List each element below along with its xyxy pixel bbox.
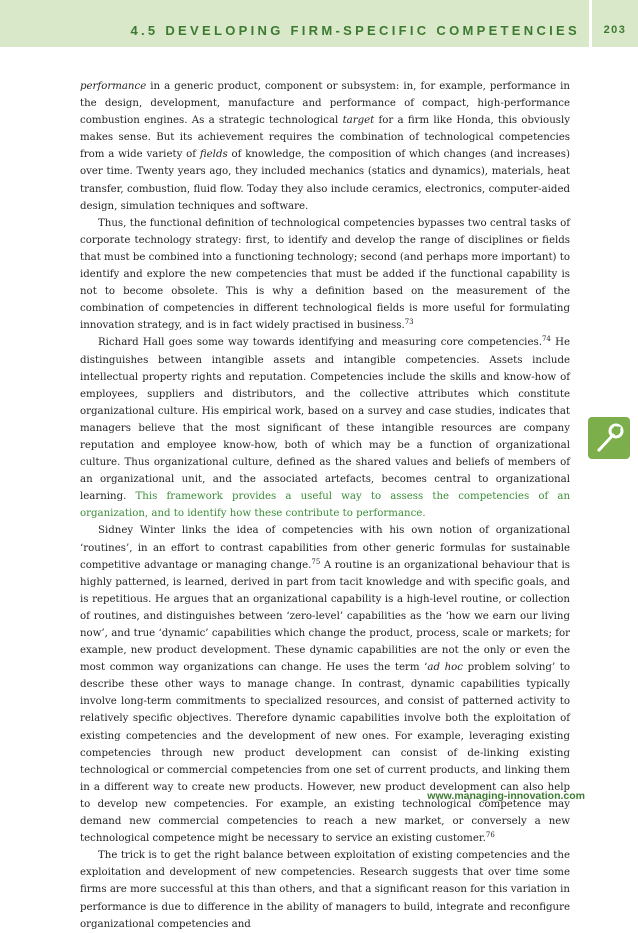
page-number-box [589, 0, 638, 47]
paragraph-2: Thus, the functional definition of technological competencies bypasses two central tasks of corporate technology strategy: first, to identify and develop the range of disciplines or fields that must be combined into a functioning technology; second (and perhaps more important) to identify and explore the new competencies that must be added if the functional capability is not to become obsolete. This is why a definition based on the measurement of the combination of competencies in different technological fields is more useful for formulating innovation strategy, and is in fact widely practised in business.$^{73}$ [80, 217, 570, 332]
highlighted-sentence: This framework provides a useful way to assess the competencies of an organization, and to identify how these contribute to performance. [80, 491, 571, 520]
footnote-ref[interactable]: 75 [311, 557, 321, 566]
paragraph-4: Sidney Winter links the idea of competencies with his own notion of organizational ‘routines’, in an effort to contrast capabilities from other generic formulas for sustainable competitive advantage or managing change.$^{75}$ A routine is an organizational behaviour that is highly patterned, is learned, derived in part from tacit knowledge and with specific goals, and is repetitious. He argues that an organizational capability is a high-level routine, or collection of routines, and distinguishes between ‘zero-level’ capabilities as the ‘how we earn our living now’, and true ‘dynamic’ capabilities which change the product, process, scale or markets; for example, new product development. These dynamic capabilities are not the only or even the most common way organizations can change. He uses the term ‘ad hoc problem solving’ to describe these other ways to manage change. In contrast, dynamic capabilities typically involve long-term commitments to specialized resources, and consist of patterned activity to relatively specific objectives. Therefore dynamic capabilities involve both the exploitation of existing competencies and the development of new ones. For example, leveraging existing competencies through new product development can consist of de-linking existing technological or commercial competencies from one set of current products, and linking them in a different way to create new products. However, new product development can also help to develop new competencies. For example, an existing technological competence may demand new commercial competencies to reach a new market, or conversely a new technological competence might be necessary to service an existing customer.$^{76}$ [80, 525, 571, 845]
header-band [0, 0, 638, 47]
footer-url[interactable]: www.managing-innovation.com [427, 790, 585, 802]
body-text [80, 78, 570, 933]
wrench-icon [588, 417, 630, 459]
footnote-ref[interactable]: 76 [485, 831, 495, 840]
paragraph-1: performance in a generic product, component or subsystem: in, for example, performance in the design, development, manufacture and performance of compact, high-performance combustion engines. As a strategic technological target for a firm like Honda, this obviously makes sense. But its achievement requires the combination of technological competencies from a wide variety of fields of knowledge, the composition of which changes (and increases) over time. Twenty years ago, they included mechanics (statics and dynamics), materials, heat transfer, combustion, fluid flow. Today they also include ceramics, electronics, computer-aided design, simulation techniques and software. [80, 81, 570, 212]
running-header-title: 4.5 DEVELOPING FIRM-SPECIFIC COMPETENCIES [130, 23, 580, 38]
wrench-icon-graphic [588, 417, 630, 459]
page-number: 203 [603, 24, 627, 36]
footnote-ref[interactable]: 73 [404, 318, 414, 327]
footnote-ref[interactable]: 74 [541, 335, 551, 344]
paragraph-5: The trick is to get the right balance between exploitation of existing competencies and the exploitation and development of new competencies. Research suggests that over time some firms are more successful at this than others, and that a significant reason for this variation in performance is due to difference in the ability of managers to build, integrate and reconfigure organizational competencies and [80, 850, 570, 930]
paragraph-3: Richard Hall goes some way towards identifying and measuring core competencies.$^{74}$ He distinguishes between intangible assets and intangible competencies. Assets include intellectual property rights and reputation. Competencies include the skills and know-how of employees, suppliers and distributors, and the collective attributes which constitute organizational culture. His empirical work, based on a survey and case studies, indicates that managers believe that the most significant of these intangible resources are company reputation and employee know-how, both of which may be a function of organizational culture. Thus organizational culture, defined as the shared values and beliefs of members of an organizational unit, and the associated artefacts, becomes central to organizational learning. This framework provides a useful way to assess the competencies of an organization, and to identify how these contribute to performance. [80, 335, 571, 520]
